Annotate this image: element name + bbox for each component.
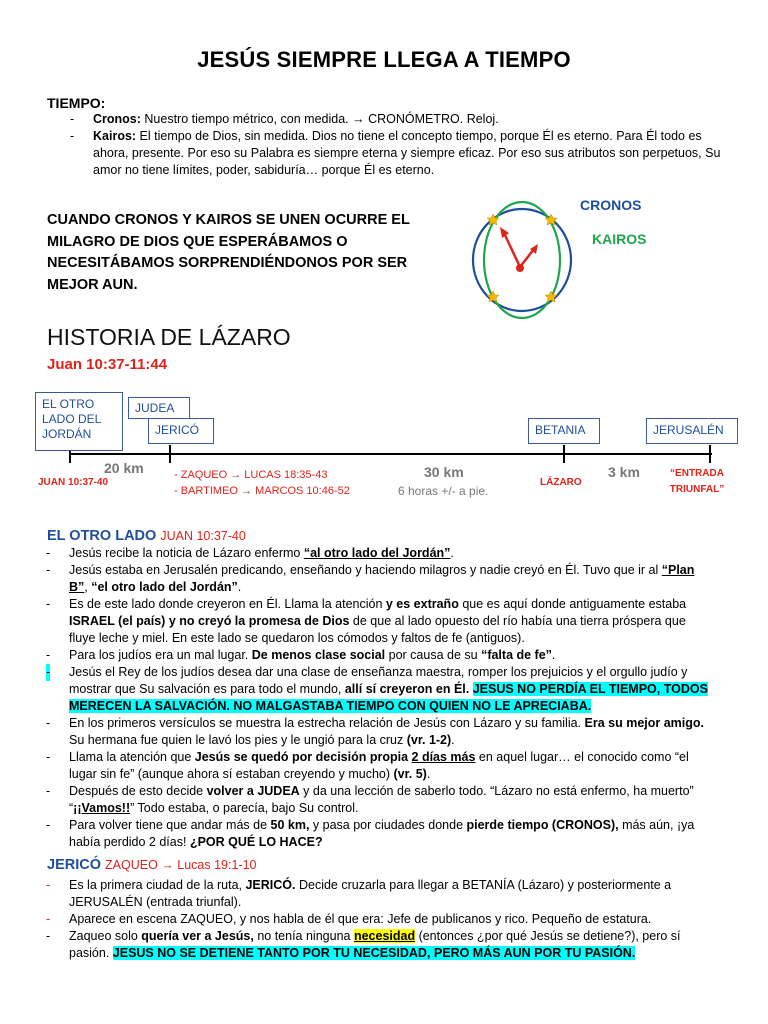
list-item: - Llama la atención que Jesús se quedó por decisión propia 2 días más en aquel lugar… el conocido como “el lugar sin fe” (aunque ahora sí estaban creyendo y mucho) (vr. 5). [46,750,689,781]
entrada-triunfal-line2: TRIUNFAL” [669,484,725,495]
otro-lado-heading [47,528,246,544]
jerico-title: JERICÓ [47,857,101,873]
kairos-statement: CUANDO CRONOS Y KAIROS SE UNEN OCURRE EL MILAGRO DE DIOS QUE ESPERÁBAMOS O NECESITÁBAMOS SORPRENDIÉNDONOS POR SER MEJOR AUN. [47,212,410,293]
otro-lado-list [46,545,709,851]
distance-3km: 3 km [608,464,640,480]
otro-lado-title: EL OTRO LADO [47,528,157,544]
box-betania: BETANIA [528,418,600,444]
list-item: - Para volver tiene que andar más de 50 km, y pasa por ciudades donde pierde tiempo (CRONOS), más aún, ¡ya había perdido 2 días! ¿POR QUÉ LO HACE? [46,818,695,849]
kairos-label: KAIROS [592,231,647,247]
cronos-label: CRONOS [580,197,642,213]
historia-reference: Juan 10:37-11:44 [47,356,168,373]
box-otro-lado: EL OTRO LADO DEL JORDÁN [35,392,123,451]
historia-heading: HISTORIA DE LÁZARO [47,324,291,350]
timeline-axis [70,453,712,455]
clock-hands [500,227,538,272]
jerico-list [46,877,709,962]
list-item: - Es de este lado donde creyeron en Él. Llama la atención y es extraño que es aquí donde antiguamente estaba ISRAEL (el país) y no creyó la promesa de Dios de que al lado opuesto del río había una tierra próspera que fluye leche y miel. En este lado se quedaron los cómodos y faltos de fe (antiguos). [46,597,687,645]
zaqueo-reference: - ZAQUEO → LUCAS 18:35-43 [174,469,328,481]
tiempo-heading: TIEMPO: [47,95,106,111]
list-item: - Jesús estaba en Jerusalén predicando, enseñando y haciendo milagros y nadie creyó en Él. Tuvo que ir al “Plan B”, “el otro lado del Jordán”. [46,563,695,594]
list-item: - Para los judíos era un mal lugar. De menos clase social por causa de su “falta de fe”. [46,648,556,662]
cronos-kairos-clock-diagram [462,195,586,327]
list-item: - Aparece en escena ZAQUEO, y nos habla de él que era: Jefe de publicanos y rico. Pequeño de estatura. [46,912,652,926]
otro-lado-reference: JUAN 10:37-40 [160,529,246,543]
bartimeo-reference: - BARTIMEO → MARCOS 10:46-52 [174,485,350,497]
walking-time-note: 6 horas +/- a pie. [398,484,489,498]
list-item: - Es la primera ciudad de la ruta, JERICÓ. Decide cruzarla para llegar a BETANÍA (Lázaro) y posteriormente a JERUSALÉN (entrada triunfal). [46,878,672,909]
tiempo-list [70,111,733,179]
tick-betania [563,445,565,463]
distance-30km: 30 km [424,464,464,480]
ref-otro-lado: JUAN 10:37-40 [38,477,109,488]
list-item: - Zaqueo solo quería ver a Jesús, no tenía ninguna necesidad (entonces ¿por qué Jesús se detiene?), pero sí pasión. JESUS NO SE DETIENE TANTO POR TU NECESIDAD, PERO MÁS AUN POR TU PASIÓN. [46,929,681,960]
def-cronos: Nuestro tiempo métrico, con medida. → CRONÓMETRO. Reloj. [140,112,499,126]
jerico-heading [47,857,256,873]
list-item: - Jesús el Rey de los judíos desea dar una clase de enseñanza maestra, romper los prejuicios y el orgullo judío y mostrar que Su salvación es para todo el mundo, allí sí creyeron en Él. JESUS NO PERDÍA EL TIEMPO, TODOS MERECEN LA SALVACIÓN. NO MALGASTABA TIEMPO CON QUIEN NO LE APRECIABA. [46,665,708,713]
list-item: - En los primeros versículos se muestra la estrecha relación de Jesús con Lázaro y su familia. Era su mejor amigo. Su hermana fue quien le lavó los pies y le ungió para la cruz (vr. 1-2). [46,716,704,747]
jerico-reference: ZAQUEO → Lucas 19:1-10 [105,858,257,872]
box-jerusalen: JERUSALÉN [646,418,738,444]
tiempo-item-kairos: - Kairos: El tiempo de Dios, sin medida. Dios no tiene el concepto tiempo, porque Él es eterno. Para Él todo es ahora, presente. Por eso su Palabra es siempre eterna y siempre eficaz. Por eso sus atributos son perpetuos, Su amor no tiene límites, poder, sabiduría… porque Él es eterno. [70,129,721,177]
tick-jerusalen [709,445,711,463]
entrada-triunfal-line1: “ENTRADA [670,468,724,479]
box-jerico: JERICÓ [148,418,214,444]
tiempo-item-cronos: - Cronos: Nuestro tiempo métrico, con medida. → CRONÓMETRO. Reloj. [70,112,499,126]
tick-jerico [169,445,171,463]
lazaro-label: LÁZARO [540,477,582,488]
list-item: - Después de esto decide volver a JUDEA y da una lección de saberlo todo. “Lázaro no está enfermo, ha muerto” “¡¡Vamos!!” Todo estaba, o parecía, bajo Su control. [46,784,694,815]
def-kairos: El tiempo de Dios, sin medida. Dios no tiene el concepto tiempo, porque Él es eterno. Para Él todo es ahora, presente. Por eso su Palabra es siempre eterna y siempre eficaz. Por eso sus atributos son perpetuos, Su amor no tiene límites, poder, sabiduría… porque Él es eterno. [93,129,721,177]
list-item: - Jesús recibe la noticia de Lázaro enfermo “al otro lado del Jordán”. [46,546,454,560]
page-title: JESÚS SIEMPRE LLEGA A TIEMPO [197,47,571,72]
star-icons [487,214,557,302]
box-judea: JUDEA [128,397,190,419]
term-kairos: Kairos: [93,129,137,143]
term-cronos: Cronos: [93,112,141,126]
distance-20km: 20 km [104,460,144,476]
